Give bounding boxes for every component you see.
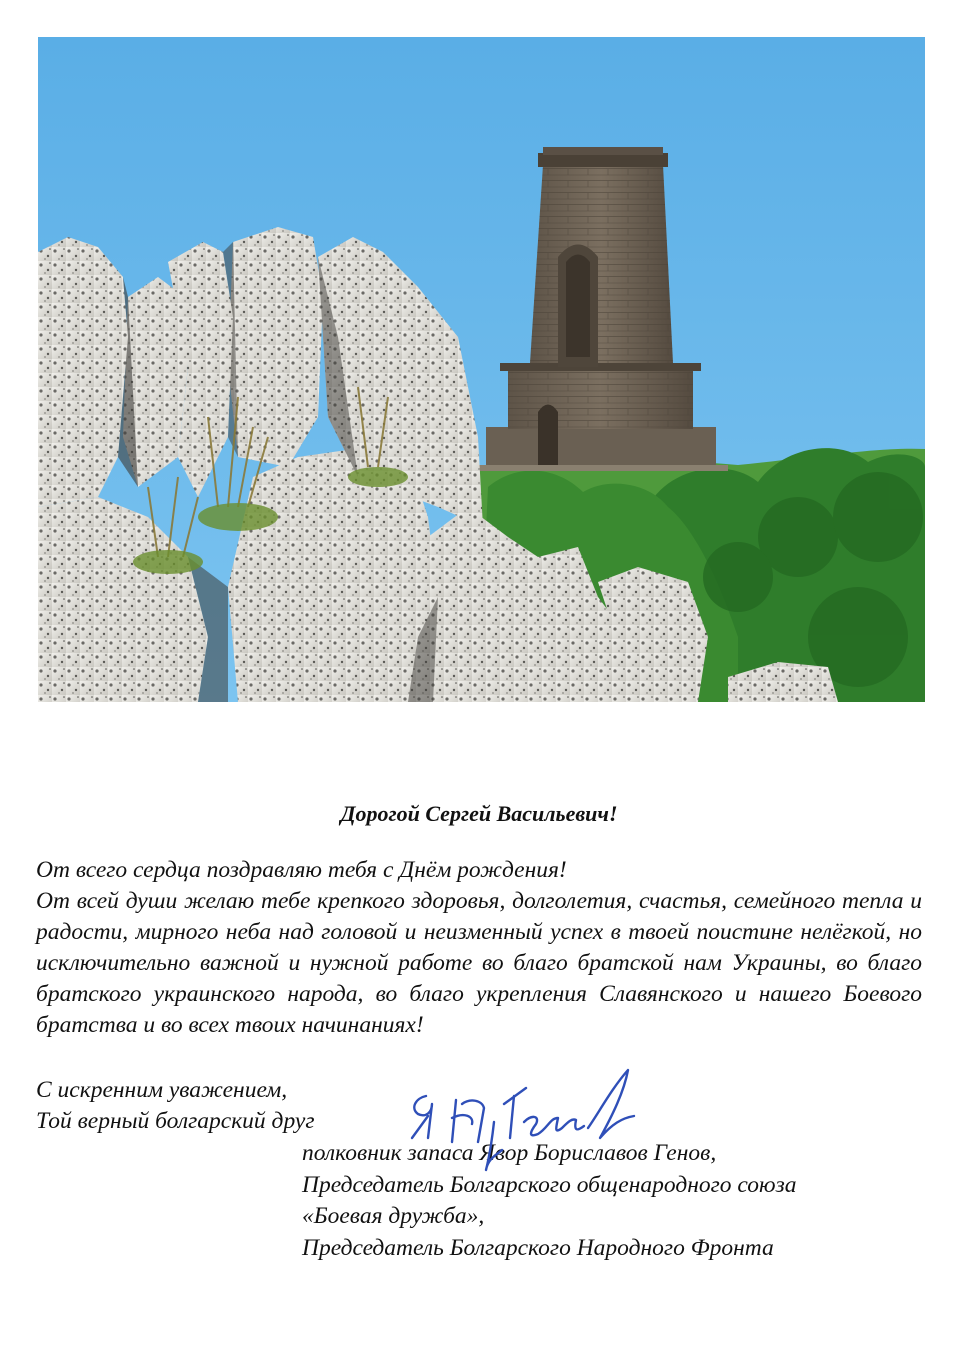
closing-line: С искренним уважением, xyxy=(36,1077,288,1103)
signatory-line: Председатель Болгарского общенародного союза xyxy=(302,1171,797,1198)
wishes-paragraph: От всей души желаю тебе крепкого здоровья, долголетия, счастья, семейного тепла и радости, мирного неба над головой и неизменный успех в твоей поистине нелёгкой, но исключительно важной и нужной работе во благо братской нам Украины, во благо братского украинского народа, во благо укрепления Славянского и нашего Боевого братства и во всех твоих начинаниях! xyxy=(36,888,922,1038)
closing-line: Той верный болгарский друг xyxy=(36,1108,315,1134)
handwritten-signature xyxy=(398,1058,638,1178)
signatory-line: полковник запаса Явор Бориславов Генов, xyxy=(302,1140,717,1166)
greeting-line: От всего сердца поздравляю тебя с Днём рождения! xyxy=(36,857,567,883)
shipka-monument-photo xyxy=(38,37,925,702)
letter-body xyxy=(36,798,922,1264)
signatory-line: «Боевая дружба», xyxy=(302,1203,485,1229)
salutation: Дорогой Сергей Васильевич! xyxy=(340,801,618,826)
signatory-line: Председатель Болгарского Народного Фронта xyxy=(302,1234,774,1261)
photo-illustration xyxy=(38,37,925,702)
